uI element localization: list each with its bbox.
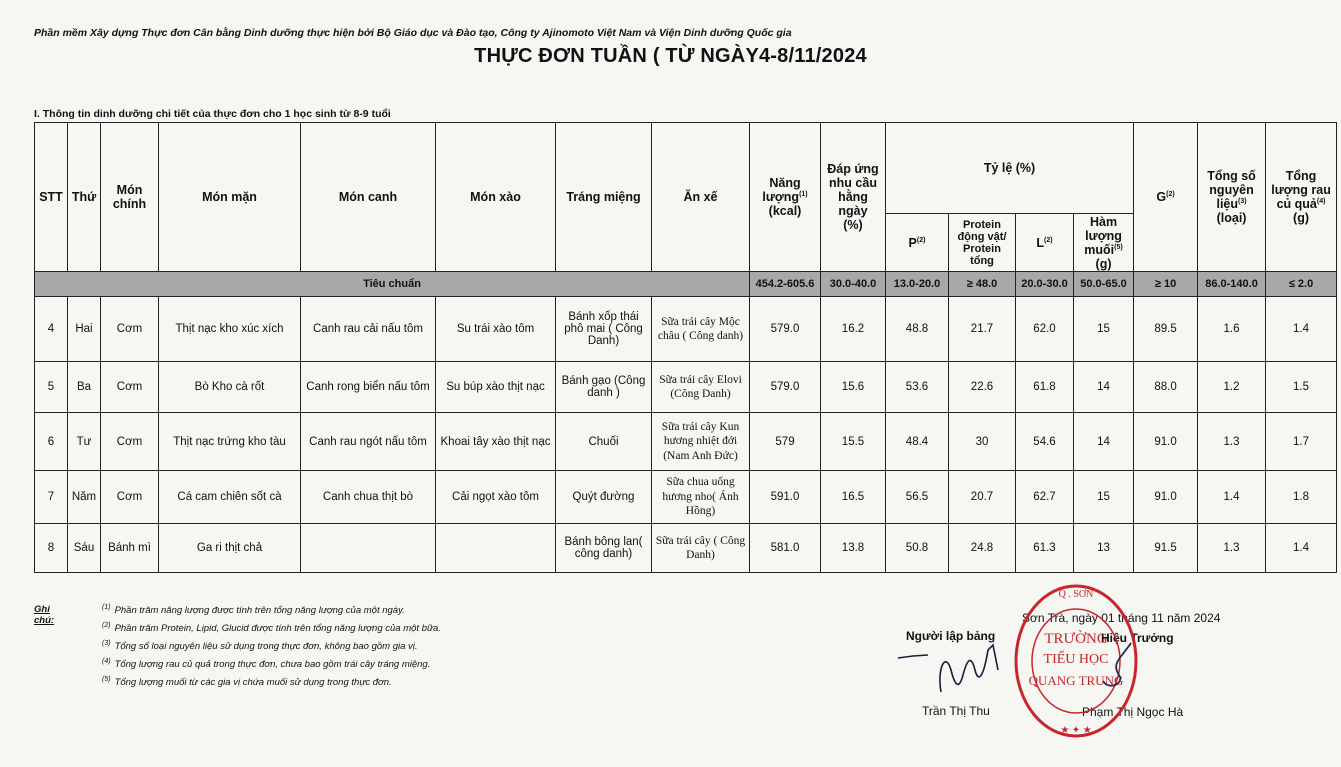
cell-l: 61.8 (1016, 362, 1074, 413)
standard-ham-luong: ≤ 2.0 (1266, 272, 1337, 297)
cell-dap-ung: 15.6 (821, 362, 886, 413)
header-mon-man: Món mặn (159, 123, 301, 272)
nutrition-menu-table (34, 122, 1337, 573)
footnote-item: $^{(2)}$ Phần trăm Protein, Lipid, Glucid được tính trên tổng năng lượng của một bữa. (102, 622, 441, 635)
cell-g: 15 (1074, 471, 1134, 524)
cell-l: 62.0 (1016, 297, 1074, 362)
cell-g: 15 (1074, 297, 1134, 362)
cell-an-xe: Sữa trái cây Kun hương nhiệt đới (Nam Anh Đức) (652, 413, 750, 471)
cell-nang-luong: 579 (750, 413, 821, 471)
school-seal (1011, 583, 1141, 743)
svg-text:★ ✦ ★: ★ ✦ ★ (1060, 725, 1092, 736)
cell-mon-xao: Su trái xào tôm (436, 297, 556, 362)
table-row (35, 524, 1337, 573)
cell-protein-dv: 21.7 (949, 297, 1016, 362)
cell-an-xe: Sữa trái cây Mộc châu ( Công danh) (652, 297, 750, 362)
cell-ham-luong: 1.8 (1266, 471, 1337, 524)
standard-label: Tiêu chuẩn (35, 272, 750, 297)
header-mon-canh: Món canh (301, 123, 436, 272)
cell-p: 53.6 (886, 362, 949, 413)
cell-mon-xao: Khoai tây xào thịt nạc (436, 413, 556, 471)
standard-dap-ung: 30.0-40.0 (821, 272, 886, 297)
cell-tong-so: 91.0 (1134, 471, 1198, 524)
cell-mon-chinh: Bánh mì (101, 524, 159, 573)
footnote-item: $^{(1)}$ Phần trăm năng lượng được tính trên tổng năng lượng của một ngày. (102, 604, 405, 617)
cell-mon-canh: Canh rau cải nấu tôm (301, 297, 436, 362)
cell-p: 48.4 (886, 413, 949, 471)
standard-p: 13.0-20.0 (886, 272, 949, 297)
cell-mon-chinh: Cơm (101, 297, 159, 362)
cell-p: 56.5 (886, 471, 949, 524)
header-ham-luong: Hàm lượng muối$^{(5)}$ (g) (1074, 214, 1134, 272)
preparer-signature (893, 640, 1003, 695)
table-row (35, 471, 1337, 524)
svg-text:QUANG TRUNG: QUANG TRUNG (1028, 673, 1124, 688)
cell-trang-mieng: Chuối (556, 413, 652, 471)
svg-text:TRƯỜNG: TRƯỜNG (1044, 631, 1108, 647)
header-thu: Thứ (68, 123, 101, 272)
cell-trang-mieng: Bánh gạo (Công danh ) (556, 362, 652, 413)
cell-stt: 5 (35, 362, 68, 413)
cell-trang-mieng: Bánh xốp thái phô mai ( Công Danh) (556, 297, 652, 362)
table-row (35, 413, 1337, 471)
cell-protein-dv: 30 (949, 413, 1016, 471)
standard-g: 50.0-65.0 (1074, 272, 1134, 297)
cell-thu: Sáu (68, 524, 101, 573)
cell-tong-luong: 1.2 (1198, 362, 1266, 413)
cell-mon-canh: Canh rau ngót nấu tôm (301, 413, 436, 471)
cell-trang-mieng: Quýt đường (556, 471, 652, 524)
cell-mon-man: Ga ri thịt chả (159, 524, 301, 573)
cell-l: 61.3 (1016, 524, 1074, 573)
cell-p: 50.8 (886, 524, 949, 573)
cell-tong-luong: 1.3 (1198, 524, 1266, 573)
header-nang-luong: Năng lượng$^{(1)}$ (kcal) (750, 123, 821, 272)
cell-ham-luong: 1.5 (1266, 362, 1337, 413)
cell-ham-luong: 1.7 (1266, 413, 1337, 471)
table-row (35, 362, 1337, 413)
cell-thu: Tư (68, 413, 101, 471)
cell-tong-luong: 1.3 (1198, 413, 1266, 471)
cell-mon-man: Thịt nạc kho xúc xích (159, 297, 301, 362)
cell-stt: 7 (35, 471, 68, 524)
cell-nang-luong: 579.0 (750, 297, 821, 362)
page-title: THỰC ĐƠN TUẦN ( TỪ NGÀY4-8/11/2024 (474, 45, 867, 67)
svg-text:TIỂU HỌC: TIỂU HỌC (1043, 652, 1109, 667)
header-p: $P^{(2)}$ (886, 214, 949, 272)
header-g: $G^{(2)}$ (1134, 123, 1198, 272)
header-trang-mieng: Tráng miệng (556, 123, 652, 272)
footnote-item: $^{(4)}$ Tổng lượng rau củ quả trong thực đơn, chưa bao gồm trái cây tráng miệng. (102, 658, 431, 671)
cell-mon-canh: Canh chua thịt bò (301, 471, 436, 524)
software-credit-line: Phần mềm Xây dựng Thực đơn Cân bằng Dinh dưỡng thực hiện bởi Bộ Giáo dục và Đào tạo, Công ty Ajinomoto Việt Nam và Viện Dinh dưỡng Quốc gia (34, 27, 792, 39)
signature-date-line: Sơn Trà, ngày 01 tháng 11 năm 2024 (1022, 611, 1221, 625)
cell-tong-so: 91.5 (1134, 524, 1198, 573)
header-an-xe: Ăn xế (652, 123, 750, 272)
cell-mon-man: Bò Kho cà rốt (159, 362, 301, 413)
table-row (35, 297, 1337, 362)
header-protein-dv: Protein động vật/ Protein tổng (949, 214, 1016, 272)
cell-g: 13 (1074, 524, 1134, 573)
standard-tong-luong: 86.0-140.0 (1198, 272, 1266, 297)
standard-l: 20.0-30.0 (1016, 272, 1074, 297)
header-stt: STT (35, 123, 68, 272)
cell-mon-chinh: Cơm (101, 471, 159, 524)
principal-title: Hiệu Trưởng (1101, 631, 1174, 645)
cell-protein-dv: 22.6 (949, 362, 1016, 413)
cell-tong-luong: 1.6 (1198, 297, 1266, 362)
cell-mon-xao (436, 524, 556, 573)
cell-tong-luong: 1.4 (1198, 471, 1266, 524)
cell-dap-ung: 16.5 (821, 471, 886, 524)
cell-tong-so: 89.5 (1134, 297, 1198, 362)
cell-dap-ung: 16.2 (821, 297, 886, 362)
cell-ham-luong: 1.4 (1266, 524, 1337, 573)
standard-tong-so: ≥ 10 (1134, 272, 1198, 297)
cell-stt: 4 (35, 297, 68, 362)
cell-mon-man: Cá cam chiên sốt cà (159, 471, 301, 524)
cell-mon-xao: Cải ngọt xào tôm (436, 471, 556, 524)
cell-nang-luong: 581.0 (750, 524, 821, 573)
cell-stt: 8 (35, 524, 68, 573)
svg-text:Q . SƠN: Q . SƠN (1058, 589, 1094, 600)
cell-an-xe: Sữa trái cây ( Công Danh) (652, 524, 750, 573)
header-tong-luong: Tổng lượng rau củ quả$^{(4)}$ (g) (1266, 123, 1337, 272)
standard-row (35, 272, 1337, 297)
cell-l: 54.6 (1016, 413, 1074, 471)
cell-thu: Năm (68, 471, 101, 524)
cell-mon-man: Thịt nạc trứng kho tàu (159, 413, 301, 471)
cell-mon-canh (301, 524, 436, 573)
header-mon-xao: Món xào (436, 123, 556, 272)
cell-tong-so: 91.0 (1134, 413, 1198, 471)
cell-dap-ung: 13.8 (821, 524, 886, 573)
cell-dap-ung: 15.5 (821, 413, 886, 471)
cell-thu: Ba (68, 362, 101, 413)
section-title: I. Thông tin dinh dưỡng chi tiết của thực đơn cho 1 học sinh từ 8-9 tuổi (34, 108, 391, 120)
preparer-title: Người lập bảng (906, 629, 996, 643)
cell-nang-luong: 579.0 (750, 362, 821, 413)
cell-p: 48.8 (886, 297, 949, 362)
standard-protein-dv: ≥ 48.0 (949, 272, 1016, 297)
header-mon-chinh: Món chính (101, 123, 159, 272)
cell-trang-mieng: Bánh bông lan( công danh) (556, 524, 652, 573)
header-l: $L^{(2)}$ (1016, 214, 1074, 272)
cell-nang-luong: 591.0 (750, 471, 821, 524)
cell-g: 14 (1074, 362, 1134, 413)
cell-ham-luong: 1.4 (1266, 297, 1337, 362)
cell-protein-dv: 20.7 (949, 471, 1016, 524)
header-dap-ung: Đáp ứng nhu cầu hằng ngày (%) (821, 123, 886, 272)
cell-tong-so: 88.0 (1134, 362, 1198, 413)
cell-l: 62.7 (1016, 471, 1074, 524)
cell-mon-canh: Canh rong biển nấu tôm (301, 362, 436, 413)
cell-an-xe: Sữa trái cây Elovi (Công Danh) (652, 362, 750, 413)
cell-g: 14 (1074, 413, 1134, 471)
cell-thu: Hai (68, 297, 101, 362)
notes-label: Ghi chú: (34, 604, 55, 626)
header-tong-so: Tổng số nguyên liệu$^{(3)}$ (loại) (1198, 123, 1266, 272)
principal-name: Phạm Thị Ngọc Hà (1082, 705, 1184, 719)
footnote-item: $^{(5)}$ Tổng lượng muối từ các gia vị chứa muối sử dụng trong thực đơn. (102, 676, 392, 689)
cell-protein-dv: 24.8 (949, 524, 1016, 573)
header-ty-le: Tỷ lệ (%) (886, 123, 1134, 214)
standard-nang-luong: 454.2-605.6 (750, 272, 821, 297)
footnote-item: $^{(3)}$ Tổng số loại nguyên liệu sử dụng trong thực đơn, không bao gồm gia vị. (102, 640, 418, 653)
cell-mon-xao: Su búp xào thịt nạc (436, 362, 556, 413)
preparer-name: Trần Thị Thu (922, 704, 990, 718)
cell-mon-chinh: Cơm (101, 362, 159, 413)
cell-mon-chinh: Cơm (101, 413, 159, 471)
cell-an-xe: Sữa chua uống hương nho( Ánh Hồng) (652, 471, 750, 524)
cell-stt: 6 (35, 413, 68, 471)
